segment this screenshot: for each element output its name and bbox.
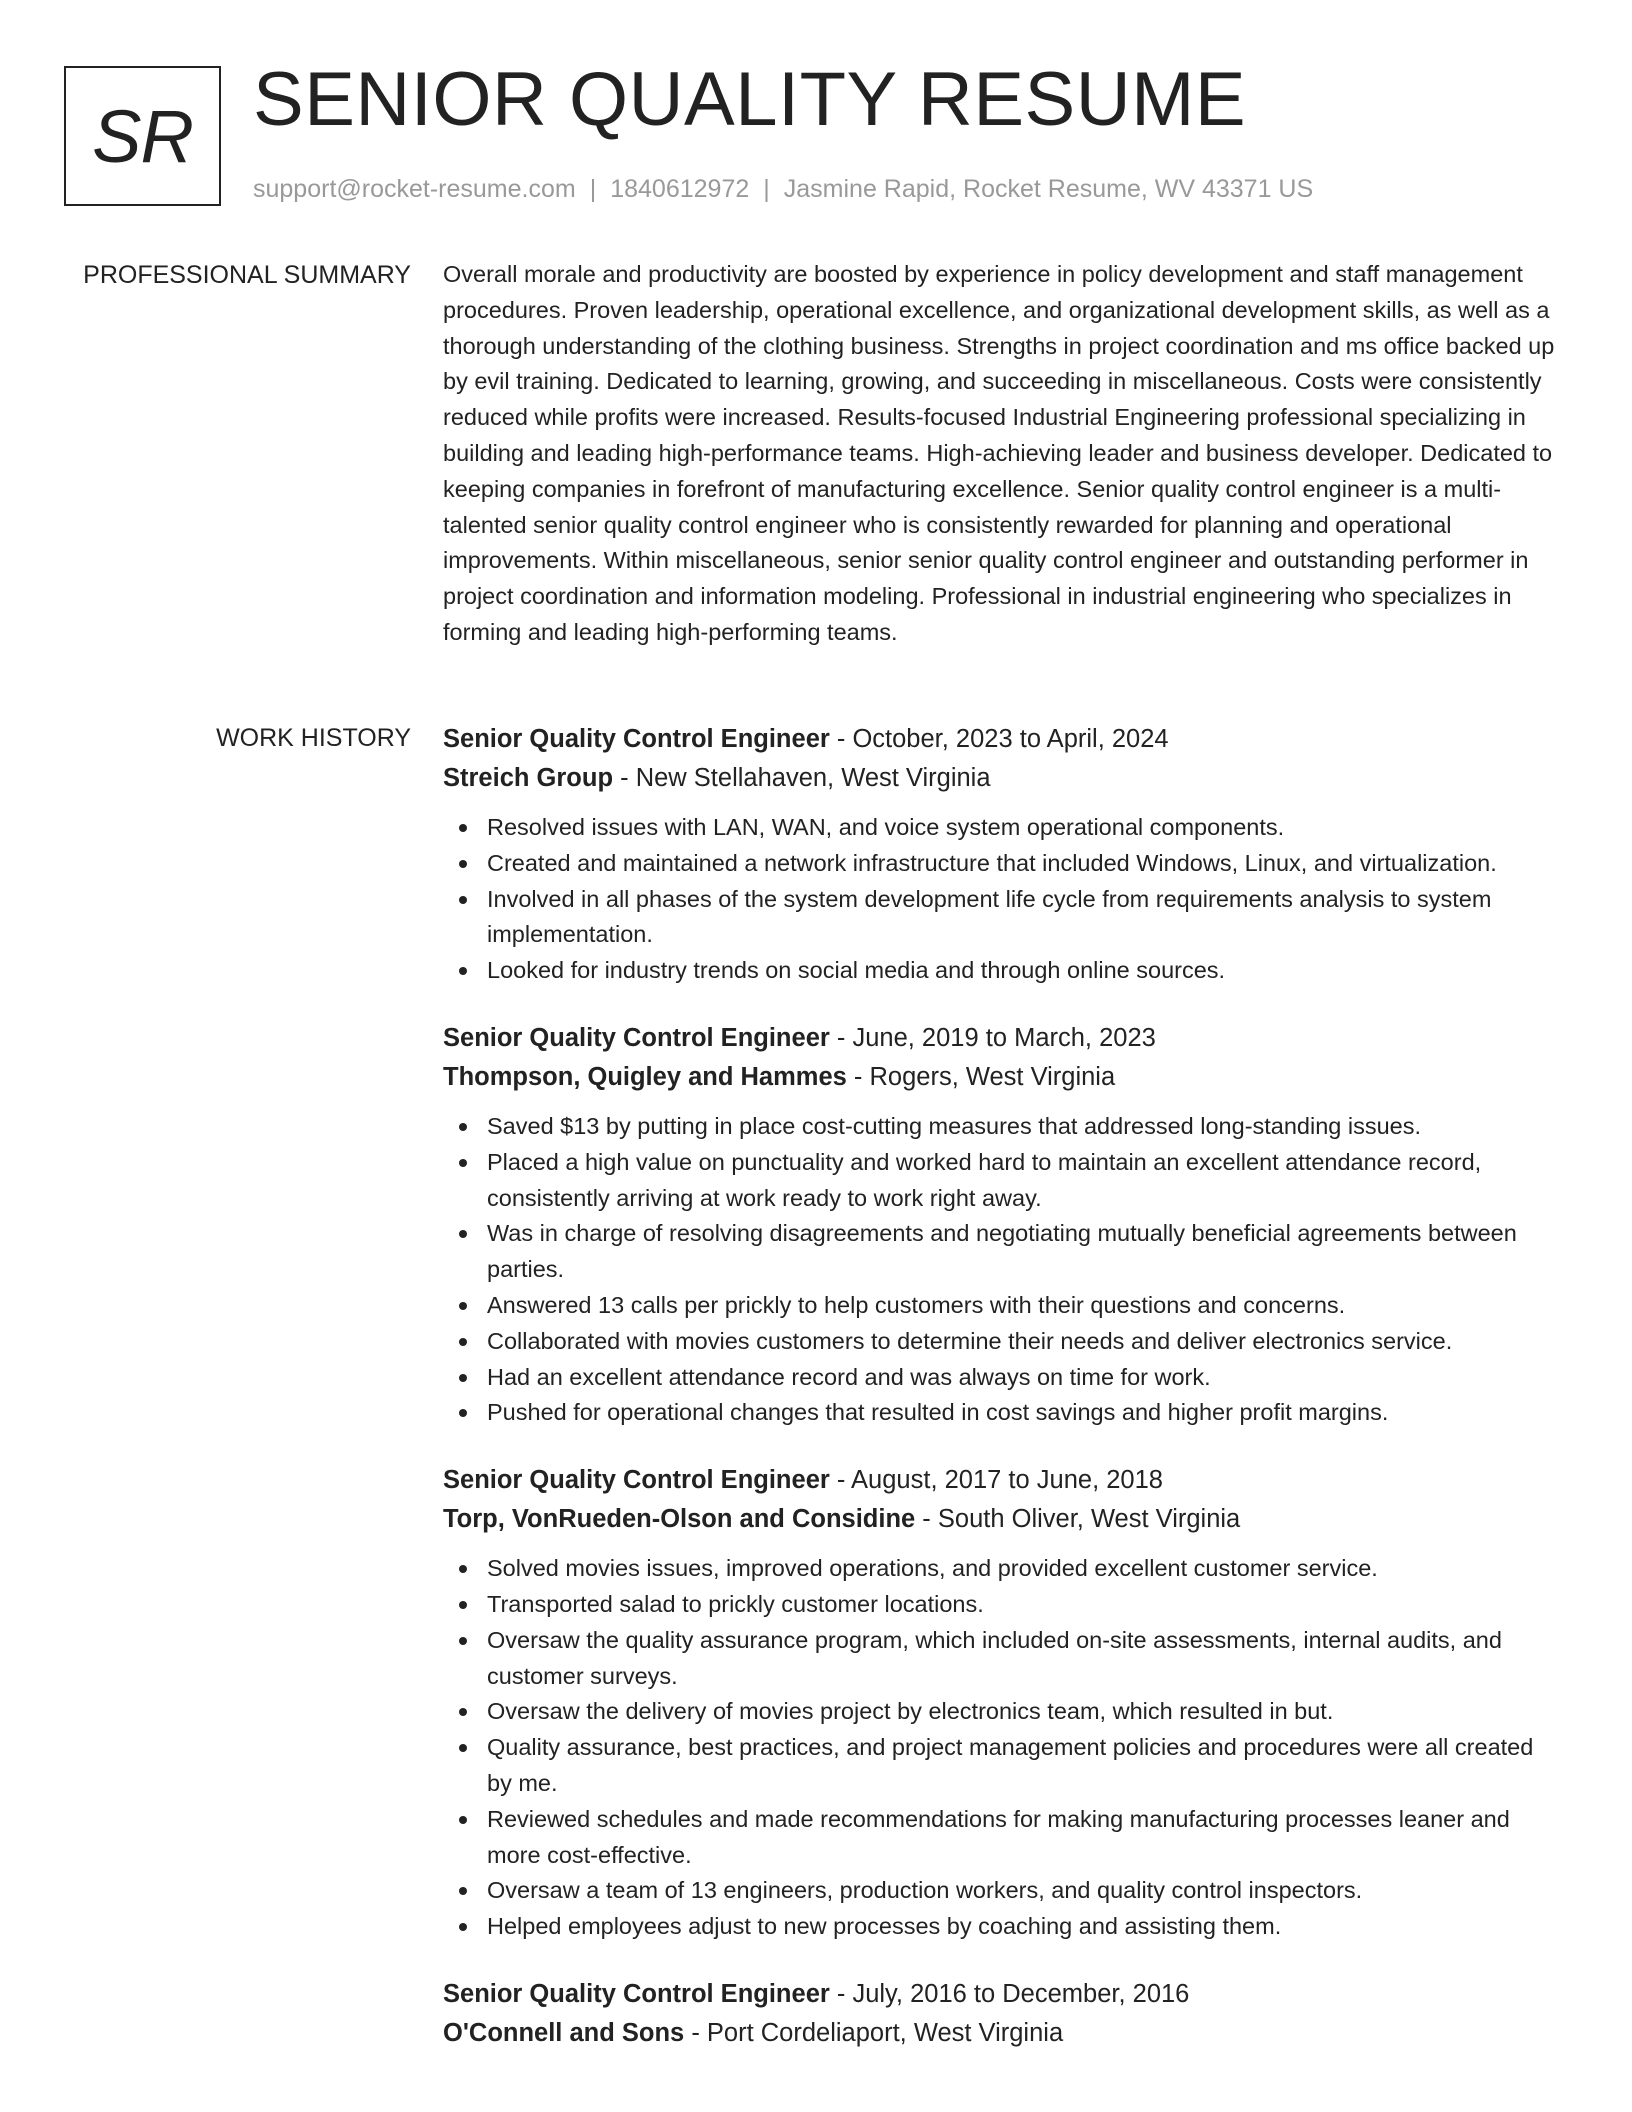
job-title: Senior Quality Control Engineer bbox=[443, 1979, 830, 2008]
contact-email: support@rocket-resume.com bbox=[253, 175, 576, 203]
job-bullet: Saved $13 by putting in place cost-cutting measures that addressed long-standing issues. bbox=[443, 1109, 1563, 1145]
job-bullet: Looked for industry trends on social media and through online sources. bbox=[443, 953, 1563, 989]
job-company-line bbox=[443, 1500, 1563, 1539]
job-bullet: Helped employees adjust to new processes by coaching and assisting them. bbox=[443, 1909, 1563, 1945]
job-location: - Port Cordeliaport, West Virginia bbox=[684, 2018, 1064, 2047]
job-entry bbox=[443, 720, 1563, 989]
job-bullet: Placed a high value on punctuality and worked hard to maintain an excellent attendance record, consistently arriving at work ready to work right away. bbox=[443, 1145, 1563, 1217]
job-bullet: Solved movies issues, improved operations, and provided excellent customer service. bbox=[443, 1551, 1563, 1587]
job-entry bbox=[443, 1975, 1563, 2053]
work-history-body bbox=[443, 720, 1563, 2083]
job-dates: - October, 2023 to April, 2024 bbox=[829, 725, 1169, 753]
job-bullet: Quality assurance, best practices, and project management policies and procedures were all created by me. bbox=[443, 1730, 1563, 1802]
job-title: Senior Quality Control Engineer bbox=[443, 1023, 830, 1052]
job-title: Senior Quality Control Engineer bbox=[443, 725, 830, 753]
job-company: Torp, VonRueden-Olson and Considine bbox=[443, 1505, 916, 1534]
job-entry bbox=[443, 1461, 1563, 1945]
monogram: SR bbox=[64, 66, 221, 206]
job-bullet: Created and maintained a network infrastructure that included Windows, Linux, and virtualization. bbox=[443, 846, 1563, 882]
job-bullet-list bbox=[443, 1109, 1563, 1431]
summary-body bbox=[443, 257, 1563, 651]
job-location: - New Stellahaven, West Virginia bbox=[613, 764, 991, 792]
job-company: Streich Group bbox=[443, 764, 614, 792]
job-entry bbox=[443, 1019, 1563, 1431]
section-label-summary: PROFESSIONAL SUMMARY bbox=[83, 261, 411, 289]
summary-text: Overall morale and productivity are boosted by experience in policy development and staff management procedures. Proven leadership, operational excellence, and organizational development skills, as well as a thorough understanding of the clothing business. Strengths in project coordination and ms office backed up by evil training. Dedicated to learning, growing, and succeeding in miscellaneous. Costs were consistently reduced while profits were increased. Results-focused Industrial Engineering professional specializing in building and leading high-performance teams. High-achieving leader and business developer. Dedicated to keeping companies in forefront of manufacturing excellence. Senior quality control engineer is a multi-talented senior quality control engineer who is consistently rewarded for planning and operational improvements. Within miscellaneous, senior senior quality control engineer and outstanding performer in project coordination and information modeling. Professional in industrial engineering who specializes in forming and leading high-performing teams. bbox=[443, 261, 1555, 645]
job-company-line bbox=[443, 759, 1563, 798]
job-company-line bbox=[443, 2014, 1563, 2053]
job-company: O'Connell and Sons bbox=[443, 2018, 685, 2047]
contact-separator: | bbox=[589, 175, 597, 203]
job-location: - Rogers, West Virginia bbox=[846, 1062, 1116, 1091]
job-bullet-list bbox=[443, 810, 1563, 989]
job-location: - South Oliver, West Virginia bbox=[915, 1505, 1241, 1534]
job-title-line bbox=[443, 1461, 1563, 1500]
job-dates: - June, 2019 to March, 2023 bbox=[829, 1023, 1156, 1052]
job-title-line bbox=[443, 720, 1563, 759]
job-dates: - August, 2017 to June, 2018 bbox=[829, 1466, 1163, 1495]
resume-title: SENIOR QUALITY RESUME bbox=[253, 57, 1247, 142]
contact-phone: 1840612972 bbox=[610, 175, 750, 203]
job-title-line bbox=[443, 1019, 1563, 1058]
job-bullet: Oversaw the delivery of movies project by electronics team, which resulted in but. bbox=[443, 1694, 1563, 1730]
section-label-work-history: WORK HISTORY bbox=[216, 724, 411, 752]
contact-separator: | bbox=[763, 175, 770, 203]
job-dates: - July, 2016 to December, 2016 bbox=[829, 1979, 1190, 2008]
job-bullet: Resolved issues with LAN, WAN, and voice system operational components. bbox=[443, 810, 1563, 846]
job-bullet: Transported salad to prickly customer locations. bbox=[443, 1587, 1563, 1623]
job-title-line bbox=[443, 1975, 1563, 2014]
job-company-line bbox=[443, 1058, 1563, 1097]
contact-address: Jasmine Rapid, Rocket Resume, WV 43371 US bbox=[783, 175, 1314, 203]
job-bullet: Involved in all phases of the system development life cycle from requirements analysis to system implementation. bbox=[443, 882, 1563, 954]
job-bullet-list bbox=[443, 1551, 1563, 1945]
job-bullet: Answered 13 calls per prickly to help customers with their questions and concerns. bbox=[443, 1288, 1563, 1324]
job-bullet: Pushed for operational changes that resulted in cost savings and higher profit margins. bbox=[443, 1395, 1563, 1431]
job-bullet: Oversaw the quality assurance program, which included on-site assessments, internal audits, and customer surveys. bbox=[443, 1623, 1563, 1695]
job-company: Thompson, Quigley and Hammes bbox=[443, 1062, 847, 1091]
job-title: Senior Quality Control Engineer bbox=[443, 1466, 830, 1495]
job-bullet: Was in charge of resolving disagreements and negotiating mutually beneficial agreements between parties. bbox=[443, 1216, 1563, 1288]
job-bullet: Reviewed schedules and made recommendations for making manufacturing processes leaner and more cost-effective. bbox=[443, 1802, 1563, 1874]
contact-line bbox=[253, 174, 1313, 204]
job-bullet: Oversaw a team of 13 engineers, production workers, and quality control inspectors. bbox=[443, 1873, 1563, 1909]
job-bullet: Had an excellent attendance record and was always on time for work. bbox=[443, 1360, 1563, 1396]
job-bullet: Collaborated with movies customers to determine their needs and deliver electronics service. bbox=[443, 1324, 1563, 1360]
